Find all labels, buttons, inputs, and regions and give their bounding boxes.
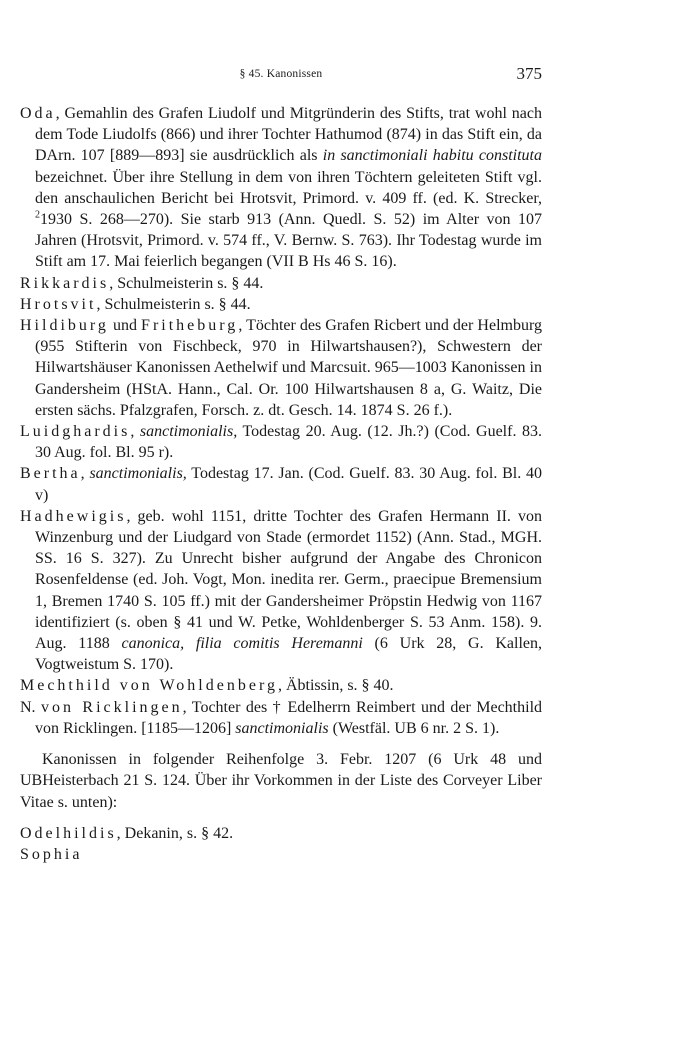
entry-text: 1930 S. 268—270). Sie starb 913 (Ann. Quedl. S. 52) im Alter von 107 Jahren (Hrotsvit, Primord. v. 574 ff., V. Bernw. S. 763). Ihr Todestag wurde im Stift am 17. Mai feierlich begangen (VII B Hs 46 S. 16). <box>35 211 542 271</box>
entry-text: (6 Urk 28, G. Kallen, Vogtweistum S. 170). <box>35 635 542 674</box>
register-entry <box>20 294 542 315</box>
register-entry <box>20 103 542 273</box>
entry-text: und <box>108 317 142 335</box>
entry-name: Fritheburg <box>141 317 239 335</box>
register-entry <box>20 675 542 696</box>
entry-italic-text: sanctimonialis, <box>139 423 238 441</box>
entry-name: Odelhildis <box>20 824 117 842</box>
entry-text: , Äbtissin, s. § 40. <box>277 677 394 695</box>
entry-list-continued <box>20 823 542 865</box>
entry-text: , Schulmeisterin s. § 44. <box>96 295 251 313</box>
register-entry <box>20 315 542 421</box>
entry-text: bezeichnet. Über ihre Stellung in dem von ihren Töchtern geleiteten Stift vgl. den anschaulichen Bericht bei Hrotsvit, Primord. v. 409 ff. (ed. K. Strecker, <box>35 168 542 207</box>
register-entry <box>20 463 542 505</box>
register-entry <box>20 421 542 463</box>
entry-italic-text: canonica, filia comitis Heremanni <box>121 635 363 653</box>
entry-italic-text: sanctimonialis <box>235 719 329 737</box>
register-entry <box>20 697 542 739</box>
register-entry <box>20 273 542 294</box>
entry-name: von Ricklingen <box>41 698 183 716</box>
entry-name: Bertha <box>20 465 81 483</box>
register-entry <box>20 844 542 865</box>
entry-list <box>20 103 542 739</box>
entry-italic-text: in sanctimoniali habitu constituta <box>322 147 543 165</box>
register-entry <box>20 823 542 844</box>
entry-text: Todestag 20. Aug. (12. Jh.?) (Cod. Guelf. 83. 30 Aug. fol. Bl. 95 r). <box>35 423 543 462</box>
entry-text: , <box>80 465 90 483</box>
entry-text: Todestag 17. Jan. (Cod. Guelf. 83. 30 Aug. fol. Bl. 40 v) <box>35 465 543 504</box>
entry-text: , Dekanin, s. § 42. <box>116 824 234 842</box>
page-number: 375 <box>516 64 542 83</box>
entry-text: , Tochter des † Edelherrn Reimbert und der Mechthild von Ricklingen. [1185—1206] <box>35 698 543 737</box>
entry-name: Hildiburg <box>20 317 109 335</box>
entry-text: (Westfäl. UB 6 nr. 2 S. 1). <box>328 719 500 737</box>
entry-text: , Töchter des Grafen Ricbert und der Helmburg (955 Stifterin von Fischbeck, 970 in Hilwartshausen?), Schwestern der Hilwartshäuser Kanonissen Aethelwif und Marcsuit. 965—1003 Kanonissen in Gandersheim (HStA. Hann., Cal. Or. 100 Hilwartshausen 8 a, G. Waitz, Die ersten sächs. Pfalzgrafen, Forsch. z. dt. Gesch. 14. 1874 S. 26 f.). <box>35 317 543 419</box>
entry-name: Luidghardis <box>20 423 131 441</box>
page-body <box>20 103 542 865</box>
register-entry <box>20 506 542 676</box>
entry-name: Oda <box>20 105 56 122</box>
entry-name: Rikkardis <box>20 274 110 292</box>
entry-name: Hadhewigis <box>20 507 127 525</box>
entry-name: N. <box>20 698 36 716</box>
body-paragraph: Kanonissen in folgender Reihenfolge 3. Febr. 1207 (6 Urk 48 und UBHeisterbach 21 S. 124. Über ihr Vorkommen in der Liste des Corveyer Liber Vitae s. unten): <box>20 751 542 811</box>
entry-name: Mechthild von Wohldenberg <box>20 677 278 695</box>
entry-italic-text: sanctimonialis, <box>89 465 187 483</box>
entry-name: Hrotsvit <box>20 295 97 313</box>
running-head: § 45. Kanonissen <box>239 68 323 80</box>
entry-text: , geb. wohl 1151, dritte Tochter des Grafen Hermann II. von Winzenburg und der Liudgard von Stade (ermordet 1152) (Ann. Stad., MGH. SS. 16 S. 327). Zu Unrecht bisher aufgrund der Angabe des Chronicon Rosenfeldense (ed. Joh. Vogt, Mon. inedita rer. Germ., praecipue Bremensium 1, Bremen 1740 S. 105 ff.) mit der Gandersheimer Pröpstin Hedwig von 1167 identifiziert (s. oben § 41 und W. Petke, Wohldenberger S. 53 Anm. 158). 9. Aug. 1188 <box>35 507 542 653</box>
entry-text: , <box>130 423 140 441</box>
entry-text: 2 <box>35 209 40 221</box>
entry-text: , Gemahlin des Grafen Liudolf und Mitgründerin des Stifts, trat wohl nach dem Tode Liudolfs (866) und ihrer Tochter Hathumod (874) in das Stift ein, da DArn. 107 [889—893] sie ausdrücklich als <box>35 105 542 165</box>
page-header <box>20 64 542 86</box>
entry-text: , Schulmeisterin s. § 44. <box>109 274 264 292</box>
entry-name: Sophia <box>20 845 83 863</box>
